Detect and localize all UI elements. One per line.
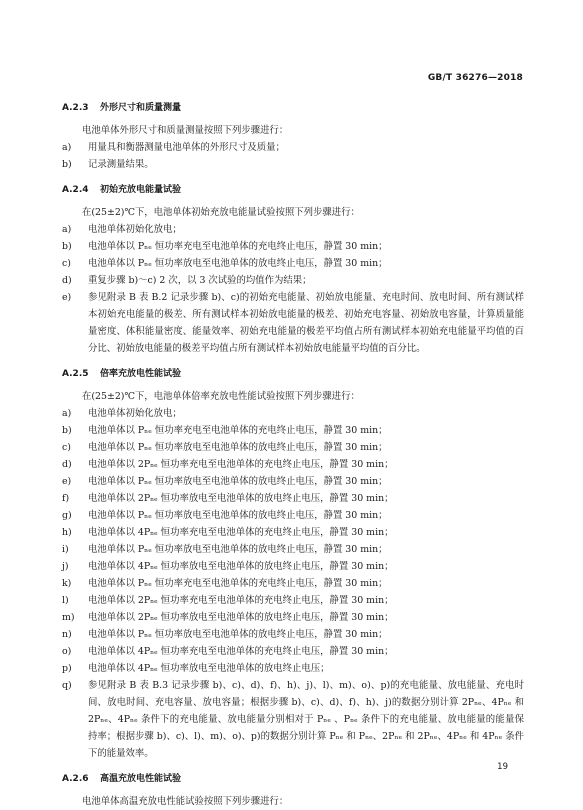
section-lead: 在(25±2)℃下，电池单体初始充放电能量试验按照下列步骤进行： [82, 207, 360, 218]
list-item [62, 255, 524, 272]
list-text: 电池单体以 Pₙₑ 恒功率放电至电池单体的放电终止电压，静置 30 min； [88, 442, 388, 453]
section-heading [62, 101, 524, 115]
section-title: 外形尺寸和质量测量 [100, 103, 182, 113]
list-item [62, 643, 524, 660]
section-gap [62, 173, 524, 183]
list-item [62, 439, 524, 456]
list-item [62, 456, 524, 473]
list-item [62, 238, 524, 255]
list-text: 电池单体以 Pₙₑ 恒功率充电至电池单体的充电终止电压，静置 30 min； [88, 578, 388, 589]
list-item [62, 558, 524, 575]
list-marker: o) [62, 646, 72, 657]
list-marker: a) [62, 408, 72, 419]
list-marker: k) [62, 578, 72, 589]
section-number: A.2.6 [62, 774, 89, 784]
section-number: A.2.5 [62, 369, 89, 379]
list-text: 参见附录 B 表 B.3 记录步骤 b)、c)、d)、f)、h)、j)、l)、m)、o)、p)的充电能量、放电能量、充电时间、放电时间、充电容量、放电容量；根据步骤 b)、c)、d)、f)、h)、j)的数据分别计算 2Pₙₑ、4Pₙₑ 和 2Pₙₑ、4Pₙₑ 条件下的充电能量、放电能量分别相对于 Pₙₑ 、Pₙₑ 条件下的充电能量、放电能量的能量保持率；根据步骤 b)、c)、l)、m)、o)、p)的数据分别计算 Pₙₑ 和 Pₙₑ、2Pₙₑ 和 2Pₙₑ、4Pₙₑ 和 4Pₙₑ 条件下的能量效率。 [88, 680, 524, 759]
section-number: A.2.3 [62, 103, 89, 113]
standard-number: GB/T 36276—2018 [427, 73, 523, 83]
list-text: 电池单体以 Pₙₑ 恒功率充电至电池单体的充电终止电压，静置 30 min； [88, 241, 388, 252]
list-marker: f) [62, 493, 70, 504]
list-text: 电池单体以 2Pₙₑ 恒功率充电至电池单体的充电终止电压，静置 30 min； [88, 459, 394, 470]
list-item [62, 490, 524, 507]
list-item [62, 609, 524, 626]
list-text: 用量具和衡器测量电池单体的外形尺寸及质量； [88, 142, 285, 153]
list-item [62, 422, 524, 439]
list-item [62, 139, 524, 156]
section-title: 高温充放电性能试验 [100, 774, 182, 784]
list-text: 电池单体以 Pₙₑ 恒功率放电至电池单体的放电终止电压，静置 30 min； [88, 476, 388, 487]
list-item [62, 156, 524, 173]
list-marker: c) [62, 258, 71, 269]
list-marker: b) [62, 425, 72, 436]
list-text: 电池单体以 4Pₙₑ 恒功率放电至电池单体的放电终止电压； [88, 663, 330, 674]
list-text: 电池单体以 4Pₙₑ 恒功率充电至电池单体的充电终止电压，静置 30 min； [88, 527, 394, 538]
section-block [62, 101, 524, 183]
list-marker: n) [62, 629, 72, 640]
list-text: 电池单体以 2Pₙₑ 恒功率放电至电池单体的放电终止电压，静置 30 min； [88, 493, 394, 504]
list-text: 电池单体以 4Pₙₑ 恒功率充电至电池单体的充电终止电压，静置 30 min； [88, 646, 394, 657]
list-marker: l) [62, 595, 69, 606]
list-item [62, 272, 524, 289]
list-item [62, 626, 524, 643]
list-item [62, 405, 524, 422]
list-item [62, 507, 524, 524]
list-marker: g) [62, 510, 72, 521]
section-title: 倍率充放电性能试验 [100, 369, 182, 379]
list-text: 电池单体以 4Pₙₑ 恒功率放电至电池单体的放电终止电压，静置 30 min； [88, 561, 394, 572]
section-heading [62, 183, 524, 197]
section-block [62, 772, 524, 810]
list-text: 电池单体以 2Pₙₑ 恒功率放电至电池单体的放电终止电压，静置 30 min； [88, 612, 394, 623]
list-item [62, 473, 524, 490]
list-item [62, 575, 524, 592]
page-content [62, 101, 524, 810]
list-marker: i) [62, 544, 69, 555]
list-text: 电池单体以 Pₙₑ 恒功率放电至电池单体的放电终止电压，静置 30 min； [88, 510, 388, 521]
section-lead: 在(25±2)℃下，电池单体倍率充放电性能试验按照下列步骤进行： [82, 391, 360, 402]
section-heading [62, 772, 524, 786]
list-item [62, 221, 524, 238]
list-marker: b) [62, 159, 72, 170]
list-marker: d) [62, 275, 72, 286]
list-text: 电池单体以 2Pₙₑ 恒功率充电至电池单体的充电终止电压，静置 30 min； [88, 595, 394, 606]
list-marker: d) [62, 459, 72, 470]
list-text: 电池单体初始化放电； [88, 224, 182, 235]
list-item [62, 289, 524, 357]
list-text: 电池单体以 Pₙₑ 恒功率放电至电池单体的放电终止电压，静置 30 min； [88, 258, 388, 269]
list-marker: p) [62, 663, 72, 674]
list-marker: e) [62, 476, 72, 487]
list-item [62, 541, 524, 558]
list-text: 电池单体以 Pₙₑ 恒功率放电至电池单体的放电终止电压，静置 30 min； [88, 544, 388, 555]
list-item [62, 677, 524, 762]
section-title: 初始充放电能量试验 [100, 185, 182, 195]
list-marker: a) [62, 142, 72, 153]
list-marker: h) [62, 527, 72, 538]
list-text: 电池单体以 Pₙₑ 恒功率充电至电池单体的充电终止电压，静置 30 min； [88, 425, 388, 436]
list-marker: q) [62, 680, 72, 691]
section-block [62, 367, 524, 772]
list-marker: a) [62, 224, 72, 235]
section-lead: 电池单体高温充放电性能试验按照下列步骤进行： [82, 796, 289, 807]
list-item [62, 592, 524, 609]
section-number: A.2.4 [62, 185, 89, 195]
section-gap [62, 357, 524, 367]
list-text: 参见附录 B 表 B.2 记录步骤 b)、c)的初始充电能量、初始放电能量、充电时间、放电时间、所有测试样本初始充电能量的极差、所有测试样本初始放电能量的极差、初始充电容量、初始放电容量，计算质量能量密度、体积能量密度、能量效率、初始充电能量的极差平均值占所有测试样本初始充电能量平均值的百分比、初始放电能量的极差平均值占所有测试样本初始放电能量平均值的百分比。 [88, 292, 524, 354]
list-marker: b) [62, 241, 72, 252]
list-text: 记录测量结果。 [88, 159, 154, 170]
list-marker: e) [62, 292, 72, 303]
list-text: 电池单体初始化放电； [88, 408, 182, 419]
section-heading [62, 367, 524, 381]
list-text: 重复步骤 b)～c) 2 次，以 3 次试验的均值作为结果； [88, 275, 312, 286]
list-marker: j) [62, 561, 69, 572]
section-block [62, 183, 524, 367]
page-number: 19 [497, 762, 508, 772]
section-gap [62, 762, 524, 772]
list-item [62, 524, 524, 541]
list-text: 电池单体以 Pₙₑ 恒功率放电至电池单体的放电终止电压，静置 30 min； [88, 629, 388, 640]
list-marker: c) [62, 442, 71, 453]
list-marker: m) [62, 612, 75, 623]
section-lead: 电池单体外形尺寸和质量测量按照下列步骤进行： [82, 125, 289, 136]
list-item [62, 660, 524, 677]
